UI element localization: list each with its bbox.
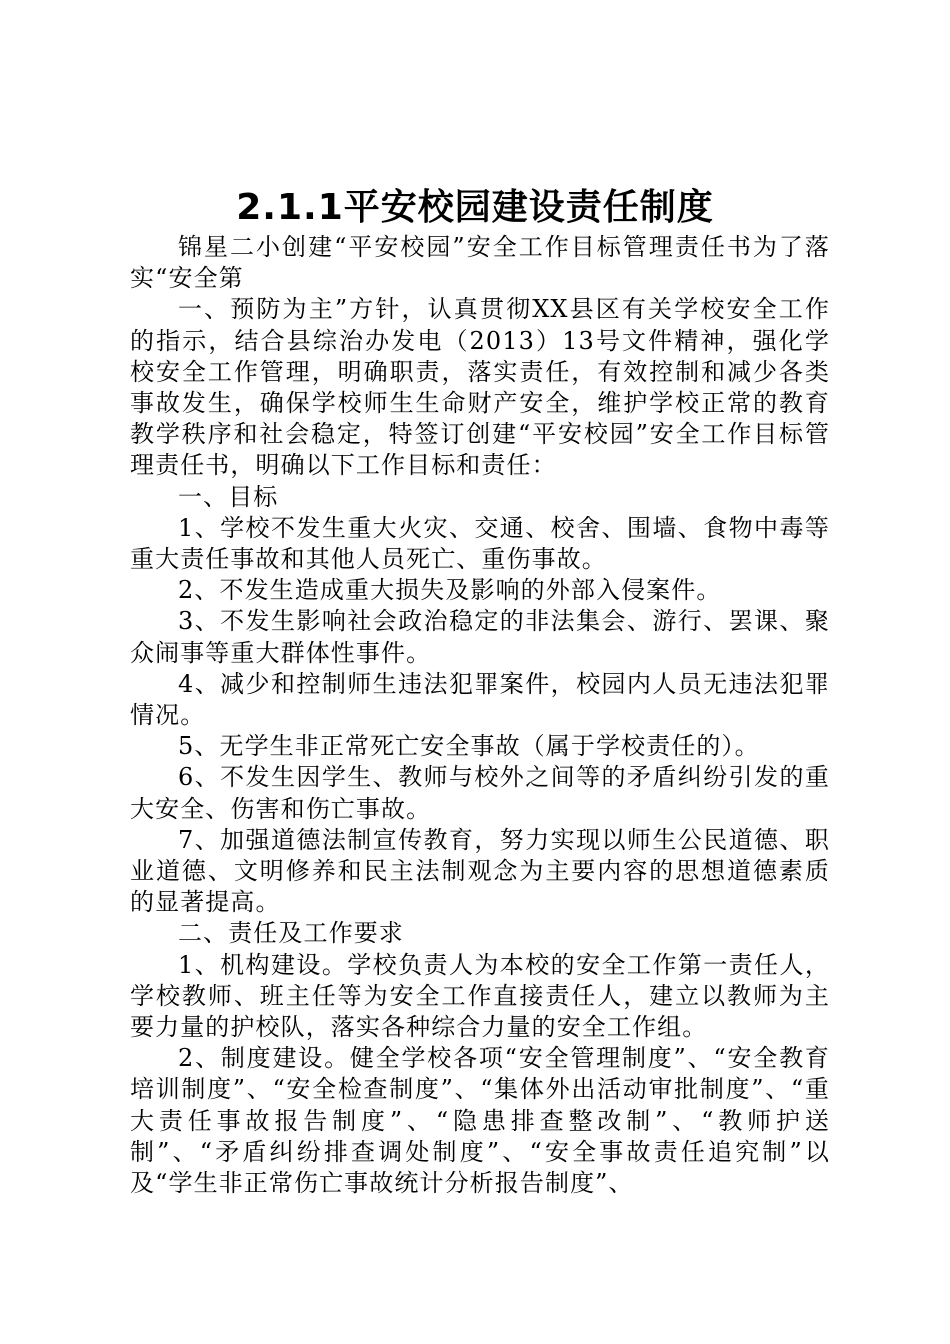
document-title: 2.1.1平安校园建设责任制度	[236, 187, 714, 228]
goal-item-4: 4、减少和控制师生违法犯罪案件，校园内人员无违法犯罪情况。	[130, 669, 830, 730]
goal-item-7: 7、加强道德法制宣传教育，努力实现以师生公民道德、职业道德、文明修养和民主法制观念为主要内容的思想道德素质的显著提高。	[130, 825, 830, 917]
goal-item-6: 6、不发生因学生、教师与校外之间等的矛盾纠纷引发的重大安全、伤害和伤亡事故。	[130, 763, 830, 823]
goal-item-5: 5、无学生非正常死亡安全事故（属于学校责任的）。	[178, 732, 760, 761]
section-heading-responsibilities: 二、责任及工作要求	[178, 919, 404, 948]
document-body	[130, 232, 830, 1199]
paragraph-intro: 锦星二小创建“平安校园”安全工作目标管理责任书为了落实“安全第	[130, 233, 830, 293]
goal-item-3: 3、不发生影响社会政治稳定的非法集会、游行、罢课、聚众闹事等重大群体性事件。	[130, 607, 830, 667]
section-heading-goals: 一、目标	[178, 482, 279, 511]
goal-item-2: 2、不发生造成重大损失及影响的外部入侵案件。	[178, 576, 722, 605]
responsibility-item-1: 1、机构建设。学校负责人为本校的安全工作第一责任人，学校教师、班主任等为安全工作直接责任人，建立以教师为主要力量的护校队，落实各种综合力量的安全工作组。	[130, 950, 830, 1042]
paragraph-preamble: 一、预防为主”方针，认真贯彻XX县区有关学校安全工作的指示，结合县综治办发电（2013）13号文件精神，强化学校安全工作管理，明确职责，落实责任，有效控制和减少各类事故发生，确保学校师生生命财产安全，维护学校正常的教育教学秩序和社会稳定，特签订创建“平安校园”安全工作目标管理责任书，明确以下工作目标和责任：	[130, 295, 830, 480]
responsibility-item-2: 2、制度建设。健全学校各项“安全管理制度”、“安全教育培训制度”、“安全检查制度”、“集体外出活动审批制度”、“重大责任事故报告制度”、“隐患排查整改制”、“教师护送制”、“矛盾纠纷排查调处制度”、“安全事故责任追究制”以及“学生非正常伤亡事故统计分析报告制度”、	[130, 1044, 830, 1198]
goal-item-1: 1、学校不发生重大火灾、交通、校舍、围墙、食物中毒等重大责任事故和其他人员死亡、重伤事故。	[130, 513, 830, 574]
